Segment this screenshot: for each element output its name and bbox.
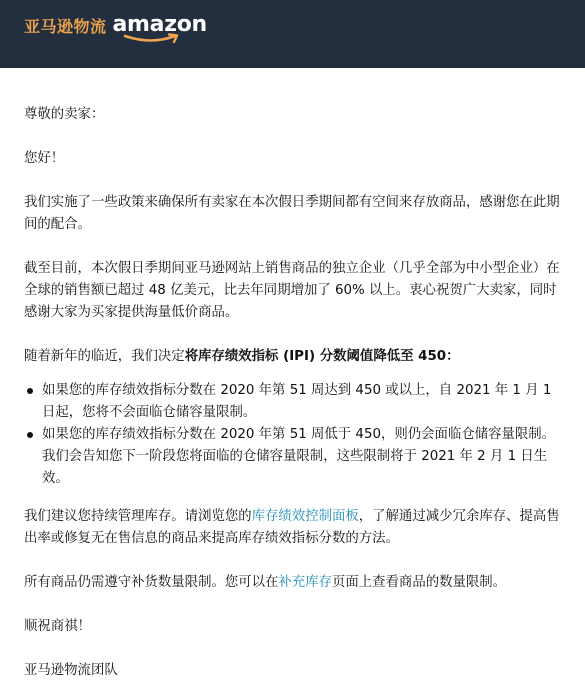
ipi-intro-text: 随着新年的临近，我们决定: [24, 349, 185, 364]
replenishment-text-after: 页面上查看商品的数量限制。: [331, 575, 507, 590]
salutation: 尊敬的卖家：: [24, 107, 105, 122]
paragraph-replenishment: [24, 572, 564, 594]
brand: [24, 11, 205, 45]
ipi-threshold-highlight: 将库存绩效指标 (IPI) 分数阈值降低至 450：: [184, 349, 460, 364]
greeting: 您好！: [24, 151, 65, 166]
manage-inventory-text-after: ，了解通过减少冗余库存、提高售出率或修复无在售信息的商品来提高库存绩效指标分数的方法。: [24, 509, 560, 546]
brand-chinese-name: 亚马逊物流: [24, 17, 107, 36]
replenishment-text-before: 所有商品仍需遵守补货数量限制。您可以在: [24, 575, 279, 590]
inventory-performance-dashboard-link[interactable]: 库存绩效控制面板: [251, 509, 359, 524]
amazon-smile-icon: [123, 33, 183, 45]
amazon-logo-wordmark: amazon: [112, 12, 207, 37]
paragraph-policy: 我们实施了一些政策来确保所有卖家在本次假日季期间都有空间来存放商品，感谢您在此期间的配合。: [24, 195, 560, 232]
closing: 顺祝商祺！: [24, 619, 91, 634]
email-body: [24, 104, 564, 682]
restock-inventory-link[interactable]: 补充库存: [278, 575, 332, 590]
paragraph-sales: 截至目前，本次假日季期间亚马逊网站上销售商品的独立企业（几乎全部为中小型企业）在全球的销售额已超过 48 亿美元，比去年同期增加了 60% 以上。衷心祝贺广大卖家，同时感谢大家为买家提供海量低价商品。: [24, 261, 560, 320]
manage-inventory-text-before: 我们建议您持续管理库存。请浏览您的: [24, 509, 252, 524]
signature: 亚马逊物流团队: [24, 663, 118, 678]
list-item: 如果您的库存绩效指标分数在 2020 年第 51 周达到 450 或以上，自 2021 年 1 月 1 日起，您将不会面临仓储容量限制。: [24, 380, 564, 424]
list-item: 如果您的库存绩效指标分数在 2020 年第 51 周低于 450，则仍会面临仓储容量限制。我们会告知您下一阶段您将面临的仓储容量限制，这些限制将于 2021 年 2 月 1 日生效。: [24, 424, 564, 490]
paragraph-manage-inventory: [24, 506, 564, 550]
amazon-logo: [113, 11, 205, 45]
paragraph-ipi-threshold: [24, 346, 564, 368]
ipi-rules-list: [24, 380, 564, 490]
email-header: [0, 0, 585, 68]
